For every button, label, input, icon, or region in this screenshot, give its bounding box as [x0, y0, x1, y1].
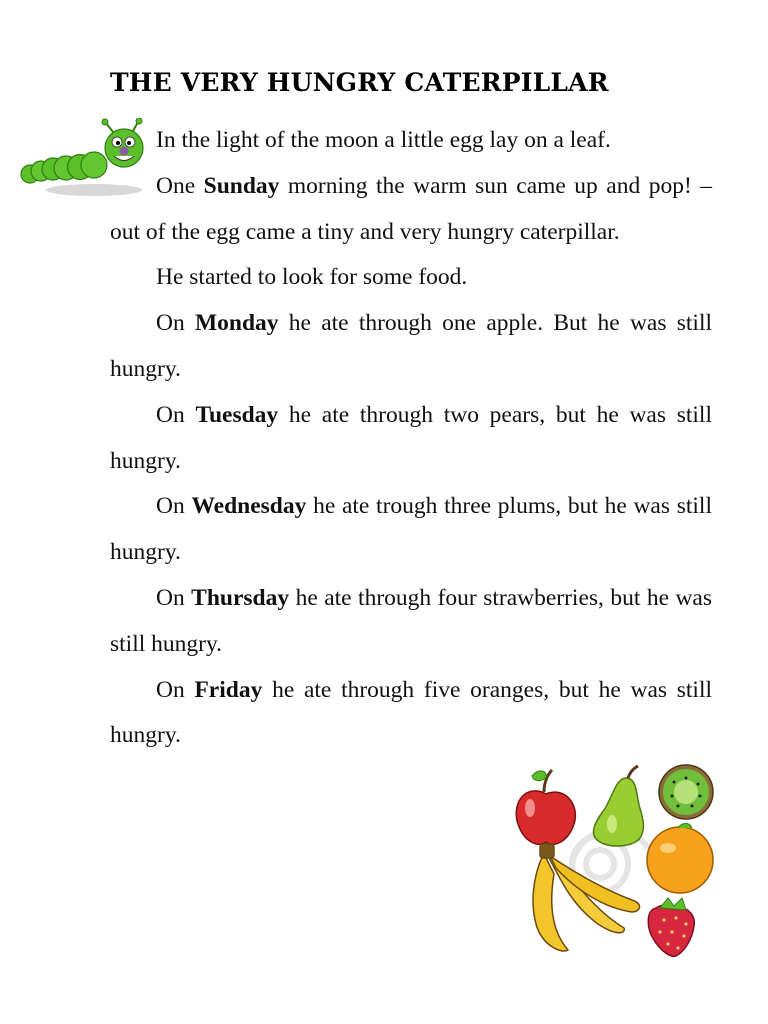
paragraph-text: morning the warm sun came up and pop! – out of the egg came a tiny and very hungry caterpillar. [110, 172, 712, 245]
paragraph-text: On [156, 310, 195, 337]
day-name: Thursday [191, 584, 290, 611]
day-name: Monday [194, 310, 279, 337]
story-paragraph [110, 255, 712, 301]
story-paragraph [110, 668, 712, 760]
paragraph-text: he ate through five oranges, but he was still hungry. [110, 676, 712, 749]
paragraph-text: he ate through four strawberries, but he was still hungry. [110, 584, 712, 657]
paragraph-text: On [156, 584, 192, 611]
paragraph-text: In the light of the moon a little egg lay on a leaf. [156, 127, 611, 153]
pear-icon [593, 766, 643, 846]
kiwi-icon [659, 765, 713, 819]
paragraph-text: he ate through two pears, but he was still hungry. [110, 401, 712, 474]
day-name: Wednesday [191, 493, 307, 520]
day-name: Sunday [203, 172, 280, 199]
orange-icon [647, 824, 713, 894]
paragraph-text: he ate trough three plums, but he was still hungry. [110, 493, 712, 566]
story-paragraph [110, 118, 712, 164]
day-name: Tuesday [195, 401, 279, 428]
day-name: Friday [194, 676, 263, 703]
strawberry-icon [648, 898, 694, 956]
paragraph-text: On [156, 401, 196, 428]
apple-icon [516, 770, 575, 844]
paragraph-text: One [156, 172, 204, 199]
page-title: THE VERY HUNGRY CATERPILLAR [110, 68, 609, 97]
story-paragraph [110, 484, 712, 576]
paragraph-text: he ate through one apple. But he was still hungry. [110, 310, 712, 382]
story-paragraph [110, 576, 712, 668]
fruits-icon [508, 764, 726, 960]
paragraph-text: On [156, 676, 195, 703]
paragraph-text: He started to look for some food. [156, 264, 468, 291]
story-paragraph [110, 164, 712, 256]
story-paragraph [110, 393, 712, 485]
story-text [110, 118, 712, 759]
paragraph-text: On [156, 493, 192, 520]
story-paragraph [110, 301, 712, 393]
